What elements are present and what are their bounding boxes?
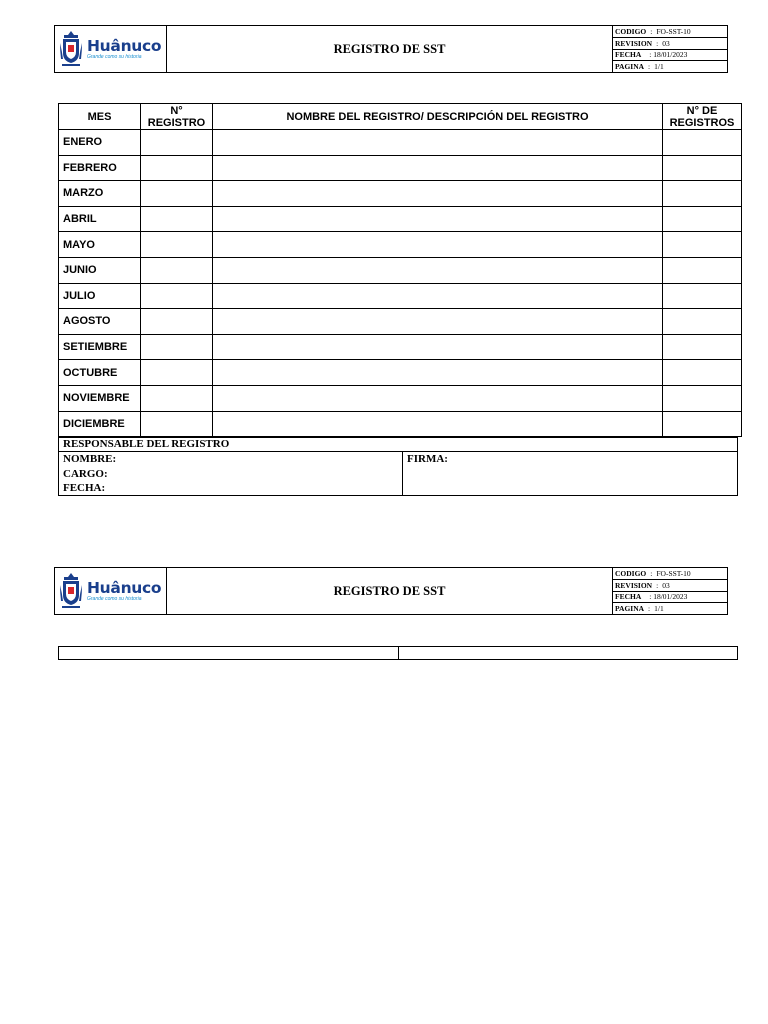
empty-cell[interactable] — [213, 232, 663, 258]
month-cell: MARZO — [59, 181, 141, 207]
fecha-label: FECHA: — [63, 482, 106, 494]
month-cell: ENERO — [59, 130, 141, 156]
firma-label: FIRMA: — [407, 453, 448, 465]
month-cell: ABRIL — [59, 206, 141, 232]
empty-cell[interactable] — [213, 257, 663, 283]
empty-cell[interactable] — [663, 334, 742, 360]
empty-cell[interactable] — [141, 411, 213, 437]
table-row — [59, 334, 742, 360]
empty-cell[interactable] — [663, 232, 742, 258]
empty-cell[interactable] — [213, 155, 663, 181]
document-meta — [612, 568, 727, 614]
logo — [55, 568, 167, 614]
responsable-section — [58, 437, 738, 496]
empty-cell[interactable] — [663, 155, 742, 181]
empty-cell[interactable] — [141, 360, 213, 386]
table-row — [59, 360, 742, 386]
nombre-label: NOMBRE: — [63, 453, 117, 465]
logo-name: Huânuco — [87, 579, 162, 597]
logo-tagline: Grande como su historia — [87, 54, 142, 60]
empty-cell[interactable] — [213, 360, 663, 386]
table-row — [59, 155, 742, 181]
meta-pagina: PAGINA : 1/1 — [615, 62, 664, 72]
table-row — [59, 283, 742, 309]
empty-cell[interactable] — [213, 309, 663, 335]
empty-cell[interactable] — [141, 232, 213, 258]
meta-revision: REVISION : 03 — [613, 38, 727, 50]
col-header-n-registros: N° DE REGISTROS — [663, 104, 742, 130]
page-2-empty-row — [58, 646, 738, 660]
col-header-nombre: NOMBRE DEL REGISTRO/ DESCRIPCIÓN DEL REGISTRO — [213, 104, 663, 130]
month-cell: JULIO — [59, 283, 141, 309]
empty-cell[interactable] — [213, 130, 663, 156]
empty-cell[interactable] — [663, 283, 742, 309]
empty-cell[interactable] — [141, 257, 213, 283]
empty-cell[interactable] — [663, 411, 742, 437]
responsable-heading: RESPONSABLE DEL REGISTRO — [59, 438, 737, 452]
month-cell: SETIEMBRE — [59, 334, 141, 360]
empty-cell[interactable] — [141, 309, 213, 335]
empty-cell[interactable] — [213, 181, 663, 207]
empty-cell[interactable] — [141, 155, 213, 181]
logo — [55, 26, 167, 72]
page-title: REGISTRO DE SST — [333, 41, 446, 56]
coat-of-arms-icon — [59, 29, 83, 69]
empty-cell[interactable] — [141, 130, 213, 156]
empty-cell[interactable] — [663, 206, 742, 232]
col-header-mes: MES — [59, 104, 141, 130]
register-table — [58, 103, 742, 437]
empty-cell[interactable] — [663, 181, 742, 207]
meta-fecha: FECHA : 18/01/2023 — [613, 592, 727, 604]
table-row — [59, 385, 742, 411]
empty-cell[interactable] — [663, 385, 742, 411]
logo-name: Huânuco — [87, 37, 162, 55]
meta-pagina: PAGINA : 1/1 — [615, 604, 664, 614]
col-header-n-registro: N° REGISTRO — [141, 104, 213, 130]
empty-cell[interactable] — [141, 181, 213, 207]
month-cell: JUNIO — [59, 257, 141, 283]
logo-tagline: Grande como su historia — [87, 596, 142, 602]
meta-revision: REVISION : 03 — [613, 580, 727, 592]
empty-cell[interactable] — [663, 360, 742, 386]
document-header-page-2 — [54, 567, 728, 615]
table-row — [59, 232, 742, 258]
firma-field[interactable] — [403, 452, 737, 496]
empty-cell[interactable] — [663, 257, 742, 283]
table-row — [59, 181, 742, 207]
meta-codigo: CODIGO : FO-SST-10 — [613, 568, 727, 580]
month-cell: DICIEMBRE — [59, 411, 141, 437]
table-row — [59, 309, 742, 335]
meta-fecha: FECHA : 18/01/2023 — [613, 50, 727, 62]
month-cell: FEBRERO — [59, 155, 141, 181]
empty-cell[interactable] — [141, 283, 213, 309]
empty-cell[interactable] — [663, 309, 742, 335]
empty-cell[interactable] — [141, 206, 213, 232]
empty-cell[interactable] — [141, 385, 213, 411]
document-meta — [612, 26, 727, 72]
month-cell: MAYO — [59, 232, 141, 258]
empty-cell[interactable] — [213, 385, 663, 411]
coat-of-arms-icon — [59, 571, 83, 611]
table-row — [59, 411, 742, 437]
empty-cell[interactable] — [399, 647, 737, 659]
cargo-label: CARGO: — [63, 467, 108, 480]
empty-cell[interactable] — [141, 334, 213, 360]
table-row — [59, 130, 742, 156]
month-cell: AGOSTO — [59, 309, 141, 335]
empty-cell[interactable] — [213, 283, 663, 309]
empty-cell[interactable] — [663, 130, 742, 156]
month-cell: NOVIEMBRE — [59, 385, 141, 411]
empty-cell[interactable] — [213, 206, 663, 232]
table-row — [59, 206, 742, 232]
document-header — [54, 25, 728, 73]
empty-cell[interactable] — [213, 411, 663, 437]
page-title: REGISTRO DE SST — [333, 583, 446, 598]
empty-cell[interactable] — [213, 334, 663, 360]
responsable-details[interactable] — [59, 452, 403, 496]
table-row — [59, 257, 742, 283]
meta-codigo: CODIGO : FO-SST-10 — [613, 26, 727, 38]
month-cell: OCTUBRE — [59, 360, 141, 386]
table-header-row — [59, 104, 742, 130]
empty-cell[interactable] — [59, 647, 399, 659]
